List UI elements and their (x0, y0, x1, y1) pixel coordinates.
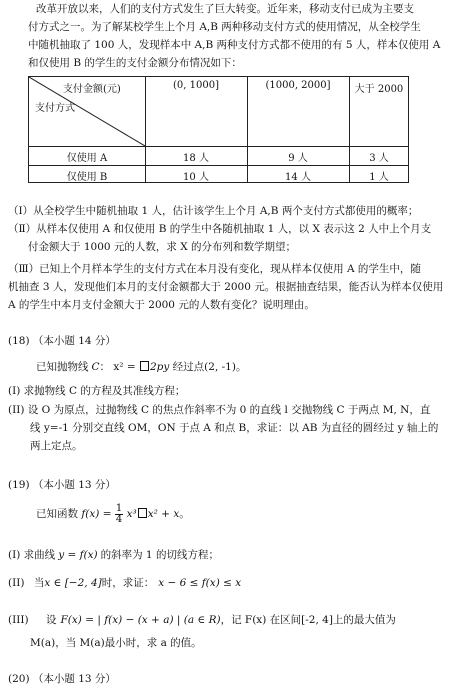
q17-part-1: （Ⅰ）从全校学生中随机抽取 1 人，估计该学生上个月 A,B 两个支付方式都使用的概率； (8, 205, 419, 217)
intro-line-2: 付方式之一。为了解某校学生上个月 A,B 两种移动支付方式的使用情况，从全校学生 (28, 21, 421, 33)
q18-part-2b: 线 y=-1 分别交直线 OM，ON 于点 A 和点 B，求证：以 AB 为直径的圆经过 y 轴上的 (30, 422, 439, 434)
table-col-header: (1000, 2000] (265, 80, 331, 91)
q17-part-3c: A 的学生中本月支付金额大于 2000 元的人数有变化？说明理由。 (8, 299, 315, 311)
q17-part-3b: 机抽查 3 人，发现他们本月的支付金额都大于 2000 元。根据抽查结果，能否认为样本仅使用 (8, 281, 444, 293)
q19-part-2: (II) 当x ∈ [−2, 4]时，求证： x − 6 ≤ f(x) ≤ x (8, 577, 242, 589)
table-cell: 9 人 (288, 153, 308, 164)
q18-header: (18) （本小题 14 分） (8, 335, 116, 347)
intro-line-3: 中随机抽取了 100 人，发现样本中 A,B 两种支付方式都不使用的有 5 人，样本仅使用 A (28, 39, 441, 51)
payment-distribution-table (28, 76, 409, 183)
q19-part-3b: M(a)，当 M(a)最小时，求 a 的值。 (30, 637, 202, 649)
table-col-header: (0, 1000] (173, 80, 219, 91)
q17-part-2b: 付金额大于 1000 元的人数，求 X 的分布列和数学期望； (28, 241, 297, 253)
intro-line-1: 改革开放以来，人们的支付方式发生了巨大转变。近年来，移动支付已成为主要支 (36, 3, 414, 15)
q17-part-2a: （Ⅱ）从样本仅使用 A 和仅使用 B 的学生中各随机抽取 1 人，以 X 表示这 2 人中上个月支 (8, 223, 432, 235)
q19-part-3: (III) 设 F(x) = | f(x) − (x + a) | (a ∈ R)，记 F(x) 在区间[-2, 4]上的最大值为 (8, 614, 396, 626)
fraction-one-quarter: $\frac{1}{4}$ (115, 502, 123, 525)
missing-glyph-box (138, 508, 147, 518)
intro-line-4: 和仅使用 B 的学生的支付金额分布情况如下： (28, 57, 242, 69)
table-corner-header-method: 支付方式 (35, 103, 75, 114)
q17-part-3a: （Ⅲ）已知上个月样本学生的支付方式在本月没有变化，现从样本仅使用 A 的学生中，随 (8, 263, 421, 275)
q18-statement: 已知抛物线 C： x² = 2py 经过点(2, -1)。 (36, 361, 247, 373)
q18-part-1: (I) 求抛物线 C 的方程及其准线方程； (8, 385, 186, 397)
q18-part-2a: (II) 设 O 为原点，过抛物线 C 的焦点作斜率不为 0 的直线 l 交抛物线 C 于两点 M, N，直 (8, 404, 431, 416)
q19-header: (19) （本小题 13 分） (8, 479, 116, 491)
missing-glyph-box (140, 361, 149, 371)
table-row-label: 仅使用 B (66, 172, 108, 183)
q18-part-2c: 两上定点。 (30, 440, 83, 452)
table-cell: 18 人 (183, 153, 209, 164)
q19-part-1: (I) 求曲线 y = f(x) 的斜率为 1 的切线方程； (8, 549, 219, 561)
table-cell: 3 人 (369, 153, 389, 164)
table-cell: 1 人 (369, 172, 389, 183)
table-col-header: 大于 2000 (354, 84, 404, 95)
table-cell: 14 人 (285, 172, 311, 183)
table-row-label: 仅使用 A (66, 153, 108, 164)
q19-statement: 已知函数 f(x) = $\frac{1}{4}$ x³ x² + x。 (36, 502, 190, 525)
table-corner-header-amount: 支付金额(元) (63, 84, 121, 95)
q20-header: (20) （本小题 13 分） (8, 673, 116, 685)
table-cell: 10 人 (183, 172, 209, 183)
